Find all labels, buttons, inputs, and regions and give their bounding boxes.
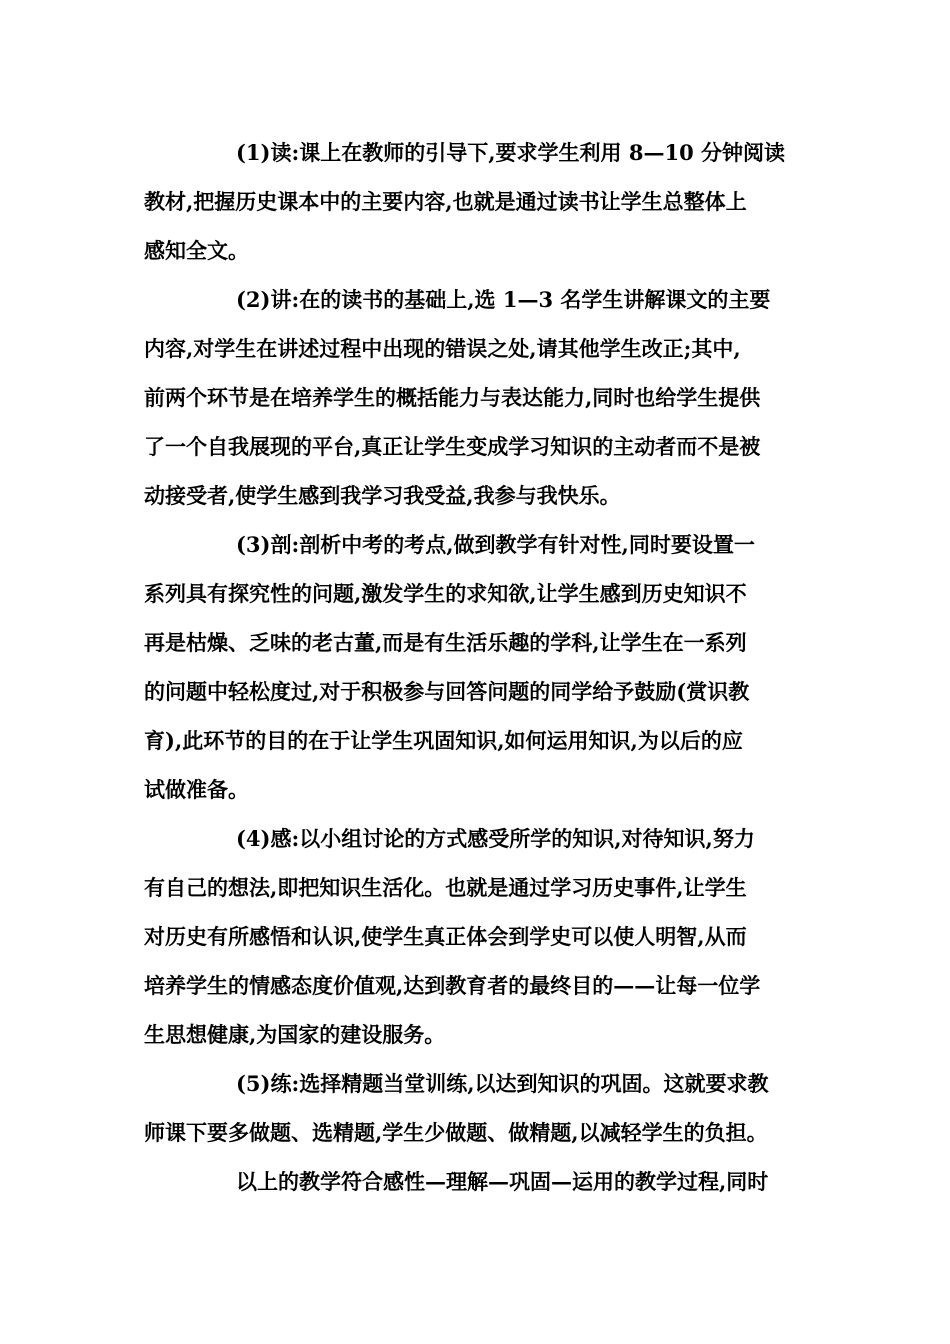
paragraph-feel xyxy=(144,819,806,1064)
text-line: 了一个自我展现的平台,真正让学生变成学习知识的主动者而不是被 xyxy=(144,434,761,459)
text-line: 再是枯燥、乏味的老古董,而是有生活乐趣的学科,让学生在一系列 xyxy=(144,630,747,655)
text-line: 的问题中轻松度过,对于积极参与回答问题的同学给予鼓励(赏识教 xyxy=(144,679,750,704)
text-line: 师课下要多做题、选精题,学生少做题、做精题,以减轻学生的负担。 xyxy=(144,1120,768,1145)
text-line: (3)剖:剖析中考的考点,做到教学有针对性,同时要设置一 xyxy=(236,532,755,557)
text-line: (2)讲:在的读书的基础上,选 1—3 名学生讲解课文的主要 xyxy=(236,287,771,312)
paragraph-practice xyxy=(144,1064,806,1162)
paragraph-summary xyxy=(144,1162,806,1211)
paragraph-analyze xyxy=(144,525,806,819)
text-line: 育),此环节的目的在于让学生巩固知识,如何运用知识,为以后的应 xyxy=(144,728,743,753)
text-line: 以上的教学符合感性—理解—巩固—运用的教学过程,同时 xyxy=(236,1169,769,1194)
text-line: 试做准备。 xyxy=(144,777,249,802)
text-line: 动接受者,使学生感到我学习我受益,我参与我快乐。 xyxy=(144,483,621,508)
body-text xyxy=(144,133,806,1211)
text-line: (4)感:以小组讨论的方式感受所学的知识,对待知识,努力 xyxy=(236,826,755,851)
paragraph-explain xyxy=(144,280,806,525)
text-line: 有自己的想法,即把知识生活化。也就是通过学习历史事件,让学生 xyxy=(144,875,747,900)
text-line: 培养学生的情感态度价值观,达到教育者的最终目的——让每一位学 xyxy=(144,973,761,998)
text-line: 生思想健康,为国家的建设服务。 xyxy=(144,1022,446,1047)
text-line: 感知全文。 xyxy=(144,238,249,263)
text-line: 前两个环节是在培养学生的概括能力与表达能力,同时也给学生提供 xyxy=(144,385,761,410)
text-line: (5)练:选择精题当堂训练,以达到知识的巩固。这就要求教 xyxy=(236,1071,769,1096)
paragraph-read xyxy=(144,133,806,280)
text-line: (1)读:课上在教师的引导下,要求学生利用 8—10 分钟阅读 xyxy=(236,140,786,165)
text-line: 内容,对学生在讲述过程中出现的错误之处,请其他学生改正;其中, xyxy=(144,336,741,361)
text-line: 系列具有探究性的问题,激发学生的求知欲,让学生感到历史知识不 xyxy=(144,581,747,606)
text-line: 对历史有所感悟和认识,使学生真正体会到学史可以使人明智,从而 xyxy=(144,924,747,949)
text-line: 教材,把握历史课本中的主要内容,也就是通过读书让学生总整体上 xyxy=(144,189,747,214)
